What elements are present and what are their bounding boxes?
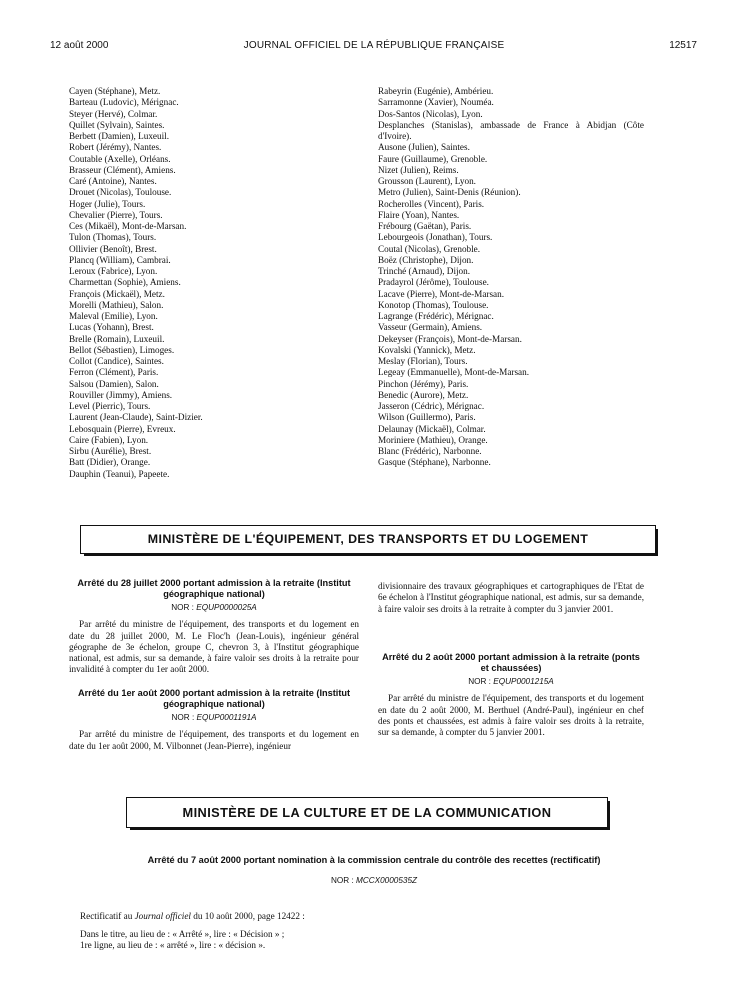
nor-label: NOR : xyxy=(171,603,194,612)
name-entry: Ferron (Clément), Paris. xyxy=(69,367,159,378)
name-entry: Desplanches (Stanislas), ambassade de France à Abidjan (Côte d'Ivoire). xyxy=(378,119,644,141)
name-entry: Ollivier (Benoît), Brest. xyxy=(69,243,157,254)
name-entry: Jasseron (Cédric), Mérignac. xyxy=(378,401,485,411)
rectificatif-intro xyxy=(80,911,680,923)
journal-officiel-ref: Journal officiel xyxy=(134,911,191,921)
name-entry: Laurent (Jean-Claude), Saint-Dizier. xyxy=(69,412,203,423)
name-entry: Benedic (Aurore), Metz. xyxy=(378,389,469,400)
name-entry: Berbett (Damien), Luxeuil. xyxy=(69,131,170,141)
name-entry: Hoger (Julie), Tours. xyxy=(69,198,146,209)
name-entry: Robert (Jérémy), Nantes. xyxy=(69,142,162,153)
arrete-28-juillet xyxy=(69,578,359,676)
name-entry: Trinché (Arnaud), Dijon. xyxy=(378,266,471,276)
arrete-title: Arrêté du 2 août 2000 portant admission à la retraite (ponts et chaussées) xyxy=(382,652,640,673)
name-entry: Legeay (Emmanuelle), Mont-de-Marsan. xyxy=(378,367,530,378)
nor-reference xyxy=(378,676,644,687)
name-entry: Vasseur (Germain), Amiens. xyxy=(378,322,483,333)
name-entry: Rabeyrin (Eugénie), Ambérieu. xyxy=(378,86,494,96)
name-entry: Blanc (Frédéric), Narbonne. xyxy=(378,446,482,456)
name-entry: Kovalski (Yannick), Metz. xyxy=(378,344,476,355)
nor-code: EQUP0001215A xyxy=(493,677,554,686)
name-entry: Pradayrol (Jérôme), Toulouse. xyxy=(378,277,489,288)
name-entry: Rocherolles (Vincent), Paris. xyxy=(378,198,485,209)
name-entry: Brasseur (Clément), Amiens. xyxy=(69,164,176,175)
name-entry: Sarramonne (Xavier), Nouméa. xyxy=(378,97,494,108)
header-date: 12 août 2000 xyxy=(50,40,109,51)
name-entry: François (Mickaël), Metz. xyxy=(69,288,165,299)
arrete-title: Arrêté du 28 juillet 2000 portant admission à la retraite (Institut géographique national) xyxy=(77,578,351,599)
name-entry: Nizet (Julien), Reims. xyxy=(378,164,459,175)
name-entry: Frébourg (Gaëtan), Paris. xyxy=(378,221,472,231)
rectificatif-line-1: Dans le titre, au lieu de : « Arrêté », lire : « Décision » ; xyxy=(80,928,285,939)
arrete-1-aout xyxy=(69,688,359,752)
name-entry: Steyer (Hervé), Colmar. xyxy=(69,108,158,119)
arrete-body: Par arrêté du ministre de l'équipement, des transports et du logement en date du 28 juillet 2000, M. Le Floc'h (Jean-Louis), ingénieur général géographe de 3e échelon, groupe C, chevron 3, à l'Institut géographique national, est admis, sur sa demande, à faire valoir ses droits à la retraite pour invalidité à compter du 1er août 2000. xyxy=(69,619,359,675)
name-entry: Collot (Candice), Saintes. xyxy=(69,356,164,366)
name-entry: Grousson (Laurent), Lyon. xyxy=(378,176,476,186)
name-entry: Quillet (Sylvain), Saintes. xyxy=(69,119,165,130)
rectificatif xyxy=(80,911,680,952)
name-entry: Cayen (Stéphane), Metz. xyxy=(69,86,161,96)
name-entry: Rouviller (Jimmy), Amiens. xyxy=(69,389,173,400)
name-entry: Coutal (Nicolas), Grenoble. xyxy=(378,243,481,254)
ministry-heading-equipement: MINISTÈRE DE L'ÉQUIPEMENT, DES TRANSPORTS ET DU LOGEMENT xyxy=(80,525,656,554)
name-entry: Lacave (Pierre), Mont-de-Marsan. xyxy=(378,288,505,299)
name-entry: Meslay (Florian), Tours. xyxy=(378,356,468,366)
name-entry: Caré (Antoine), Nantes. xyxy=(69,176,157,186)
nor-code: EQUP0001191A xyxy=(196,713,257,722)
header-page-number: 12517 xyxy=(669,40,697,51)
name-entry: Chevalier (Pierre), Tours. xyxy=(69,209,163,220)
name-entry: Konotop (Thomas), Toulouse. xyxy=(378,299,489,310)
name-list-right xyxy=(378,86,644,469)
arrete-title: Arrêté du 1er août 2000 portant admission à la retraite (Institut géographique national) xyxy=(77,688,351,709)
nor-label: NOR : xyxy=(468,677,491,686)
rectificatif-line-2: 1re ligne, au lieu de : « arrêté », lire : « décision ». xyxy=(80,940,266,950)
header-title: JOURNAL OFFICIEL DE LA RÉPUBLIQUE FRANÇAISE xyxy=(243,40,505,51)
name-entry: Leroux (Fabrice), Lyon. xyxy=(69,266,158,276)
nor-reference xyxy=(69,602,359,613)
arrete-body-continued: divisionnaire des travaux géographiques et cartographiques de l'Etat de 6e échelon à l'Institut géographique national, est admis, sur sa demande, à faire valoir ses droits à la retraite à compter du 3 janvier 2001. xyxy=(378,581,644,614)
name-entry: Metro (Julien), Saint-Denis (Réunion). xyxy=(378,187,521,198)
name-entry: Coutable (Axelle), Orléans. xyxy=(69,153,171,164)
name-entry: Faure (Guillaume), Grenoble. xyxy=(378,153,488,164)
name-entry: Lagrange (Frédéric), Mérignac. xyxy=(378,311,494,321)
name-entry: Moriniere (Mathieu), Orange. xyxy=(378,434,488,445)
name-entry: Lebosquain (Pierre), Evreux. xyxy=(69,423,176,434)
name-entry: Plancq (William), Cambrai. xyxy=(69,254,171,265)
name-entry: Caire (Fabien), Lyon. xyxy=(69,434,149,445)
name-entry: Lucas (Yohann), Brest. xyxy=(69,322,154,333)
name-entry: Delaunay (Mickaël), Colmar. xyxy=(378,423,486,434)
nor-label: NOR : xyxy=(330,876,354,885)
name-entry: Salsou (Damien), Salon. xyxy=(69,378,159,389)
arrete-body: Par arrêté du ministre de l'équipement, des transports et du logement en date du 2 août 2000, M. Berthuel (André-Paul), ingénieur en chef des ponts et chaussées, est admis à faire valoir ses droits à la retraite, sur sa demande, à compter du 5 janvier 2001. xyxy=(378,693,644,738)
arrete-1-aout-continued xyxy=(378,581,644,615)
name-entry: Batt (Didier), Orange. xyxy=(69,457,151,468)
name-entry: Charmettan (Sophie), Amiens. xyxy=(69,277,181,288)
name-entry: Morelli (Mathieu), Salon. xyxy=(69,299,164,310)
name-entry: Level (Pierric), Tours. xyxy=(69,401,151,411)
name-entry: Brelle (Romain), Luxeuil. xyxy=(69,333,165,344)
nor-code: MCCX0000535Z xyxy=(356,876,417,885)
name-entry: Bellot (Sébastien), Limoges. xyxy=(69,344,175,355)
nor-reference xyxy=(60,876,688,885)
arrete-body: Par arrêté du ministre de l'équipement, des transports et du logement en date du 1er août 2000, M. Vilbonnet (Jean-Pierre), ingénieur xyxy=(69,729,359,751)
name-entry: Lebourgeois (Jonathan), Tours. xyxy=(378,232,493,243)
name-entry: Boëz (Christophe), Dijon. xyxy=(378,254,474,265)
name-entry: Gasque (Stéphane), Narbonne. xyxy=(378,457,491,468)
arrete-title: Arrêté du 7 août 2000 portant nomination à la commission centrale du contrôle des recettes (rectificatif) xyxy=(147,855,601,865)
name-entry: Dos-Santos (Nicolas), Lyon. xyxy=(378,108,483,119)
name-entry: Flaire (Yoan), Nantes. xyxy=(378,209,460,220)
name-entry: Maleval (Emilie), Lyon. xyxy=(69,311,158,321)
name-entry: Tulon (Thomas), Tours. xyxy=(69,232,157,243)
nor-reference xyxy=(69,712,359,723)
rectificatif-prefix: Rectificatif au xyxy=(80,911,135,921)
nor-code: EQUP0000025A xyxy=(196,603,257,612)
ministry-heading-culture: MINISTÈRE DE LA CULTURE ET DE LA COMMUNICATION xyxy=(126,797,608,828)
rectificatif-suffix: du 10 août 2000, page 12422 : xyxy=(190,911,305,921)
name-entry: Pinchon (Jérémy), Paris. xyxy=(378,378,469,389)
name-entry: Barteau (Ludovic), Mérignac. xyxy=(69,97,179,108)
arrete-2-aout xyxy=(378,652,644,738)
name-entry: Drouet (Nicolas), Toulouse. xyxy=(69,187,172,198)
nor-label: NOR : xyxy=(171,713,195,722)
name-entry: Dauphin (Teanui), Papeete. xyxy=(69,468,170,479)
name-entry: Wilson (Guillermo), Paris. xyxy=(378,412,476,423)
name-entry: Sirbu (Aurélie), Brest. xyxy=(69,446,152,456)
name-list-left xyxy=(69,86,359,480)
name-entry: Dekeyser (François), Mont-de-Marsan. xyxy=(378,333,522,344)
name-entry: Ausone (Julien), Saintes. xyxy=(378,142,470,153)
name-entry: Ces (Mikaël), Mont-de-Marsan. xyxy=(69,221,187,231)
